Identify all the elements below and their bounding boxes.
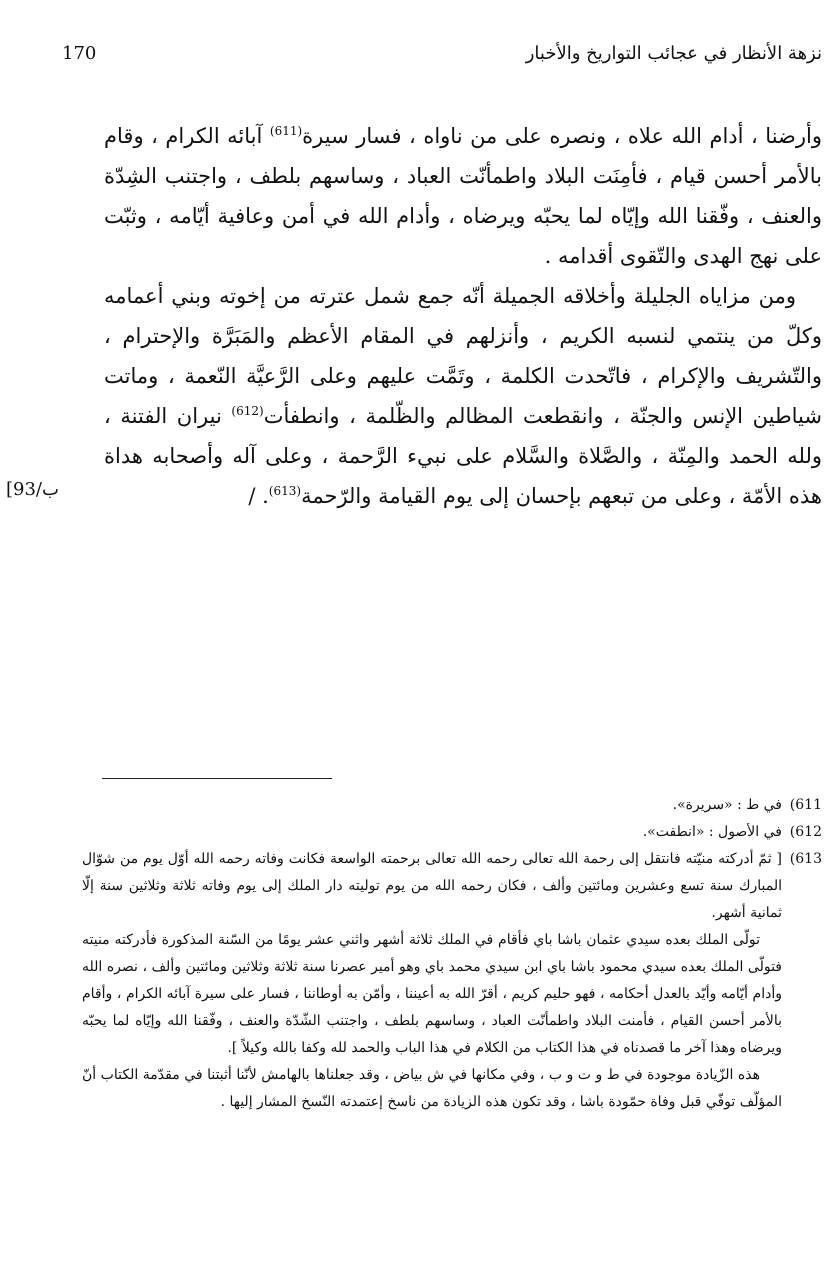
- footnote-divider: [102, 778, 332, 779]
- paragraph-2-text-c: . /: [248, 484, 269, 508]
- footnote-text: [82, 846, 782, 1116]
- footnote-613-paragraph-2: تولّى الملك بعده سيدي عثمان باشا باي فأقام في الملك ثلاثة أشهر واثني عشر يومًا من السّنة المذكورة فأدركته منيته فتولّى الملك بعده سيدي محمود باشا باي ابن سيدي محمد باي وهو أمير عصرنا سنة ثلاثة وثلاثين ومائتين وألف ، نصره الله وأدام أيّامه وأيّد بالعدل أحكامه ، فهو حليم كريم ، أقرّ الله به أعيننا ، وأمّن به أوطاننا ، فسار على سيرة آبائه الكرام ، وأقام بالأمر أحسن القيام ، فأمنت البلاد واطمأنّت العباد ، وساسهم بلطف ، واجتنب الشّدّة والعنف ، وفّقنا الله وإيّاه لما يحبّه ويرضاه وهذا آخر ما قصدناه في هذا الكتاب من الكلام في هذا الباب والحمد لله وكفا بالله وكيلاً ].: [82, 932, 782, 1056]
- paragraph-1-text-b: آبائه الكرام ، وقام بالأمر أحسن قيام ، فأمِنَت البلاد واطمأنّت العباد ، وساسهم بلطف ، واجتنب الشِدّة والعنف ، وفّقنا الله وإيّاه لما يحبّه ويرضاه ، وأدام الله في أمن وعافية أيّامه ، وثبّت على نهج الهدى والتّقوى أقدامه .: [104, 124, 822, 268]
- paragraph-2-text-b: نيران الفتنة ، ولله الحمد والمِنّة ، والصَّلاة والسَّلام على نبيء الرَّحمة ، وعلى آله وأصحابه هداة هذه الأمّة ، وعلى من تبعهم بإحسان إلى يوم القيامة والرّحمة: [104, 404, 822, 508]
- paragraph-2: [104, 276, 822, 516]
- paragraph-2-text-a: ومن مزاياه الجليلة وأخلاقه الجميلة أنّه جمع شمل عترته من إخوته وبني أعمامه وكلّ من ينتمي لنسبه الكريم ، وأنزلهم في المقام الأعظم والمَبَرَّة والإحترام ، والتّشريف والإكرام ، فاتّحدت الكلمة ، وتَمَّت عليهم وعلى الرَّعيَّة النّعمة ، وماتت شياطين الإنس والجنّة ، وانقطعت المظالم والظّلمة ، وانطفأت: [104, 284, 822, 428]
- paragraph-1-text-a: وأرضنا ، أدام الله علاه ، ونصره على من ناواه ، فسار سيرة: [302, 124, 822, 148]
- footnotes: [82, 792, 822, 1116]
- footnote-ref-613: (613): [268, 484, 302, 498]
- manuscript-folio-marker: [93/ب: [6, 479, 59, 500]
- page-number: 170: [62, 43, 97, 64]
- footnote-number: 612): [789, 824, 822, 840]
- footnote-ref-612: (612): [231, 404, 264, 418]
- footnote-612: [82, 819, 822, 846]
- running-title: نزهة الأنظار في عجائب التواريخ والأخبار: [525, 43, 822, 64]
- footnote-number: 613): [789, 851, 822, 867]
- paragraph-1: [104, 116, 822, 276]
- footnote-ref-611: (611): [269, 124, 303, 138]
- main-text: [104, 116, 822, 516]
- footnote-613-paragraph-3: هذه الزّيادة موجودة في ط و ت و ب ، وفي مكانها في ش بياض ، وقد جعلناها بالهامش لأنّنا أثبتنا في مقدّمة الكتاب أنّ المؤلّف توفّي قبل وفاة حمّودة باشا ، وقد تكون هذه الزيادة من ناسخ إعتمدته النّسخ المشار إليها .: [82, 1067, 782, 1110]
- footnote-text: في ط : «سريرة».: [672, 797, 782, 813]
- footnote-613-paragraph-1: [ ثمّ أدركته منيّته فانتقل إلى رحمة الله تعالى رحمه الله تعالى برحمته الواسعة فكانت وفاته رحمه الله أوّل يوم من شوّال المبارك سنة تسع وعشرين ومائتين وألف ، فكان رحمه الله من يوم توليته دار الملك إلى يوم وفاته ثلاثة وثلاثين سنة إلّا ثمانية أشهر.: [82, 851, 782, 921]
- footnote-613: [82, 846, 822, 1116]
- footnote-611: [82, 792, 822, 819]
- footnote-text: في الأصول : «انطفت».: [642, 824, 782, 840]
- footnote-number: 611): [789, 797, 822, 813]
